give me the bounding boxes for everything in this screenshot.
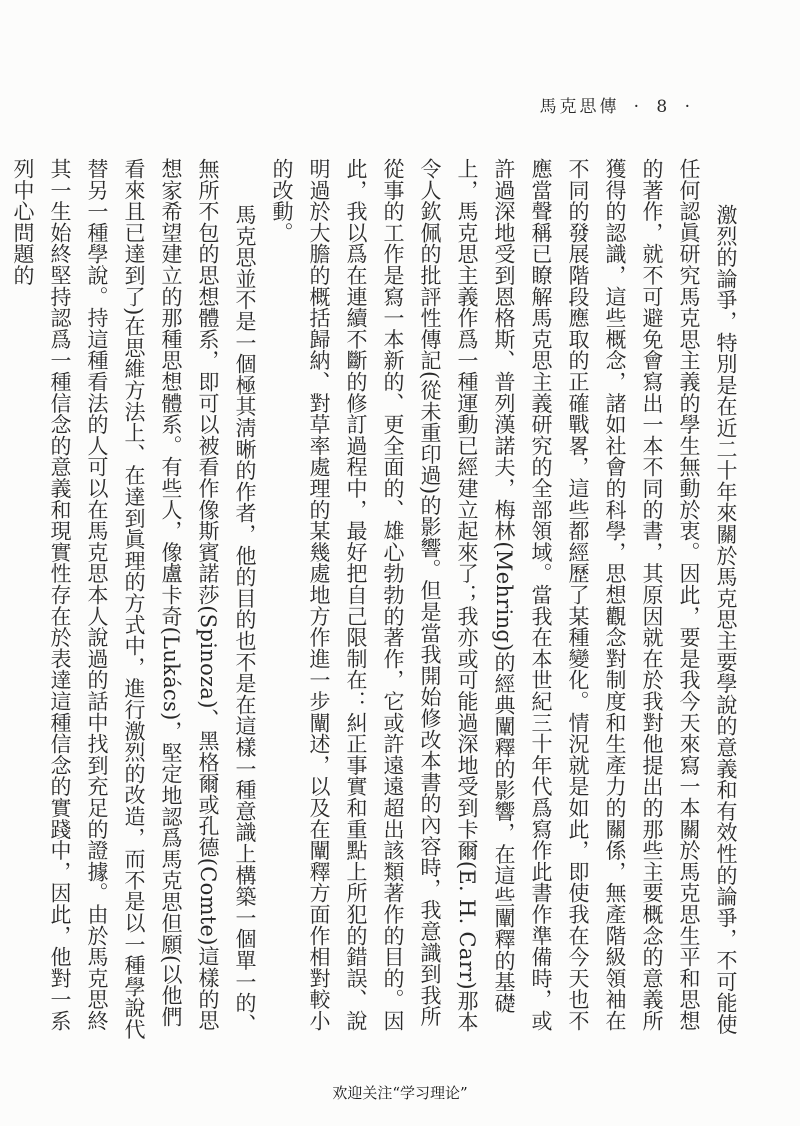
page-number: · 8 · xyxy=(633,97,696,117)
paragraph-2: 馬克思並不是一個極其淸晰的作者，他的目的也不是在這樣一種意識上構築一個單一的、無所不包的思想體系，即可以被看作像斯賓諾莎(Spinoza)、黑格爾或孔德(Comte)這樣的思想家希望建立的那種思想體系。有些人，像盧卡奇(Lukács)，堅定地認爲馬克思但願(以他們看來且已達到了)在思維方法上、在達到眞理的方式中，進行激烈的改造，而不是以一種學說代替另一種學說。持這種看法的人可以在馬克思本人說過的話中找到充足的證據。由於馬克思終其一生始終堅持認爲一種信念的意義和現實性存在於表達這種信念的實踐中，因此，他對一系列中心問題的 xyxy=(11,158,257,1040)
footer-watermark: 欢迎关注“学习理论” xyxy=(332,1084,468,1102)
book-title: 馬克思傳 xyxy=(539,97,620,117)
vertical-body-text xyxy=(11,158,744,1040)
paragraph-1: 激烈的論爭，特別是在近二十年來關於馬克思主要學說的意義和有效性的論爭，不可能使任何認眞研究馬克思主義的學生無動於衷。因此，要是我今天來寫一本關於馬克思生平和思想的著作，就不可避免會寫出一本不同的書，其原因就在於我對他提出的那些主要概念的意義所獲得的認識，這些概念，諸如社會的科學，思想觀念對制度和生產力的關係，無產階級領袖在不同的發展階段應取的正確戰畧，這些都經歷了某種變化。情況就是如此，即使我在今天也不應當聲稱已瞭解馬克思主義研究的全部領域。當我在本世紀三十年代爲寫作此書作準備時，或許過深地受到恩格斯、普列漢諾夫，梅林(Mehring)的經典闡釋的影響，在這些闡釋的基礎上，馬克思主義作爲一種運動已經建立起來了；我亦或可能過深地受到卡爾(E. H. Carr)那本令人欽佩的批評性傳記(從未重印過)的影響。但是當我開始修改本書的內容時，我意識到我所從事的工作是寫一本新的、更全面的、雄心勃勃的著作，它或許遠遠超出該類著作的目的。因此，我以爲在連續不斷的修訂過程中，最好把自己限制在：糾正事實和重點上所犯的錯誤、說明過於大膽的概括歸納、對草率處理的某幾處地方作進一步闡述，以及在闡釋方面作相對較小的改動。 xyxy=(270,158,738,1035)
running-header xyxy=(540,92,696,117)
